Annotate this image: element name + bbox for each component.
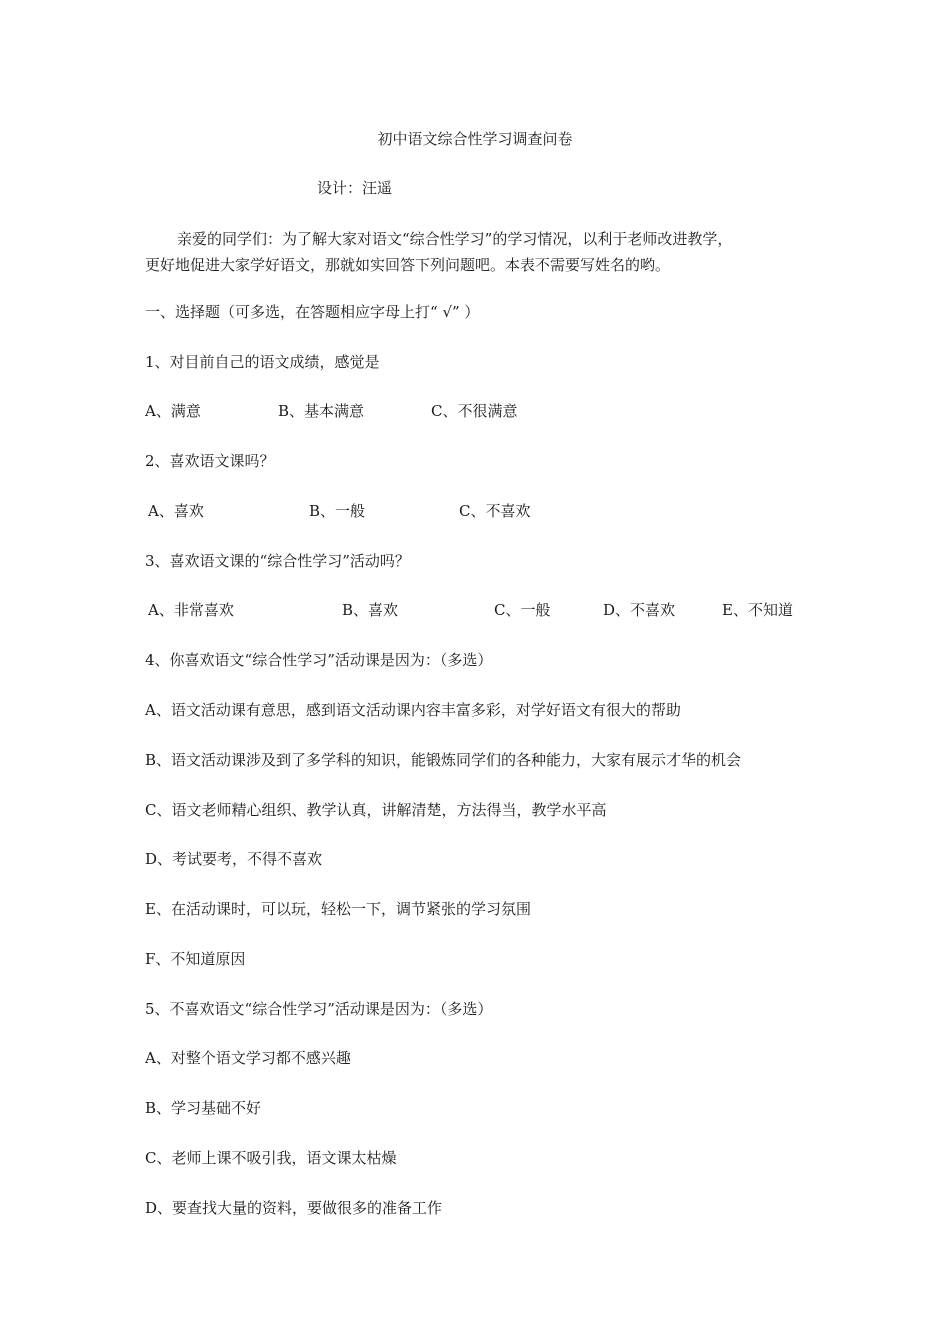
q1-option-b[interactable]: B、基本满意: [278, 402, 365, 420]
q1-option-a[interactable]: A、满意: [145, 402, 201, 420]
intro-line-2: 更好地促进大家学好语文，那就如实回答下列问题吧。本表不需要写姓名的哟。: [145, 256, 671, 274]
q3-option-b[interactable]: B、喜欢: [342, 601, 399, 619]
q5-option-a[interactable]: A、对整个语文学习都不感兴趣: [145, 1049, 351, 1067]
intro-line-1: 亲爱的同学们：为了解大家对语文“综合性学习”的学习情况，以利于老师改进教学，: [177, 230, 733, 248]
q2-option-c[interactable]: C、不喜欢: [459, 502, 531, 520]
question-1: 1、对目前自己的语文成绩，感觉是: [145, 353, 380, 371]
q2-option-a[interactable]: A、喜欢: [148, 502, 204, 520]
q4-option-e[interactable]: E、在活动课时，可以玩，轻松一下，调节紧张的学习氛围: [145, 900, 531, 918]
q3-option-e[interactable]: E、不知道: [722, 601, 793, 619]
page-title: 初中语文综合性学习调查问卷: [377, 130, 573, 148]
q5-option-d[interactable]: D、要查找大量的资料，要做很多的准备工作: [145, 1199, 443, 1217]
q4-option-c[interactable]: C、语文老师精心组织、教学认真，讲解清楚，方法得当，教学水平高: [145, 801, 607, 819]
q4-option-d[interactable]: D、考试要考，不得不喜欢: [145, 850, 323, 868]
q1-option-c[interactable]: C、不很满意: [431, 402, 518, 420]
q2-option-b[interactable]: B、一般: [309, 502, 366, 520]
question-3: 3、喜欢语文课的“综合性学习”活动吗？: [145, 552, 410, 570]
question-2: 2、喜欢语文课吗？: [145, 452, 275, 470]
designer-line: 设计：汪遥: [317, 179, 393, 197]
q5-option-c[interactable]: C、老师上课不吸引我，语文课太枯燥: [145, 1149, 397, 1167]
question-5: 5、不喜欢语文“综合性学习”活动课是因为：（多选）: [145, 1000, 493, 1018]
q3-option-d[interactable]: D、不喜欢: [603, 601, 676, 619]
q5-option-b[interactable]: B、学习基础不好: [145, 1099, 262, 1117]
q4-option-a[interactable]: A、语文活动课有意思，感到语文活动课内容丰富多彩，对学好语文有很大的帮助: [145, 701, 681, 719]
q4-option-b[interactable]: B、语文活动课涉及到了多学科的知识，能锻炼同学们的各种能力，大家有展示才华的机会: [145, 751, 742, 769]
q3-option-a[interactable]: A、非常喜欢: [148, 601, 234, 619]
section-heading: 一、选择题（可多选，在答题相应字母上打“ √” ）: [145, 303, 480, 321]
q4-option-f[interactable]: F、不知道原因: [145, 950, 246, 968]
question-4: 4、你喜欢语文“综合性学习”活动课是因为：（多选）: [145, 651, 493, 669]
q3-option-c[interactable]: C、一般: [494, 601, 551, 619]
